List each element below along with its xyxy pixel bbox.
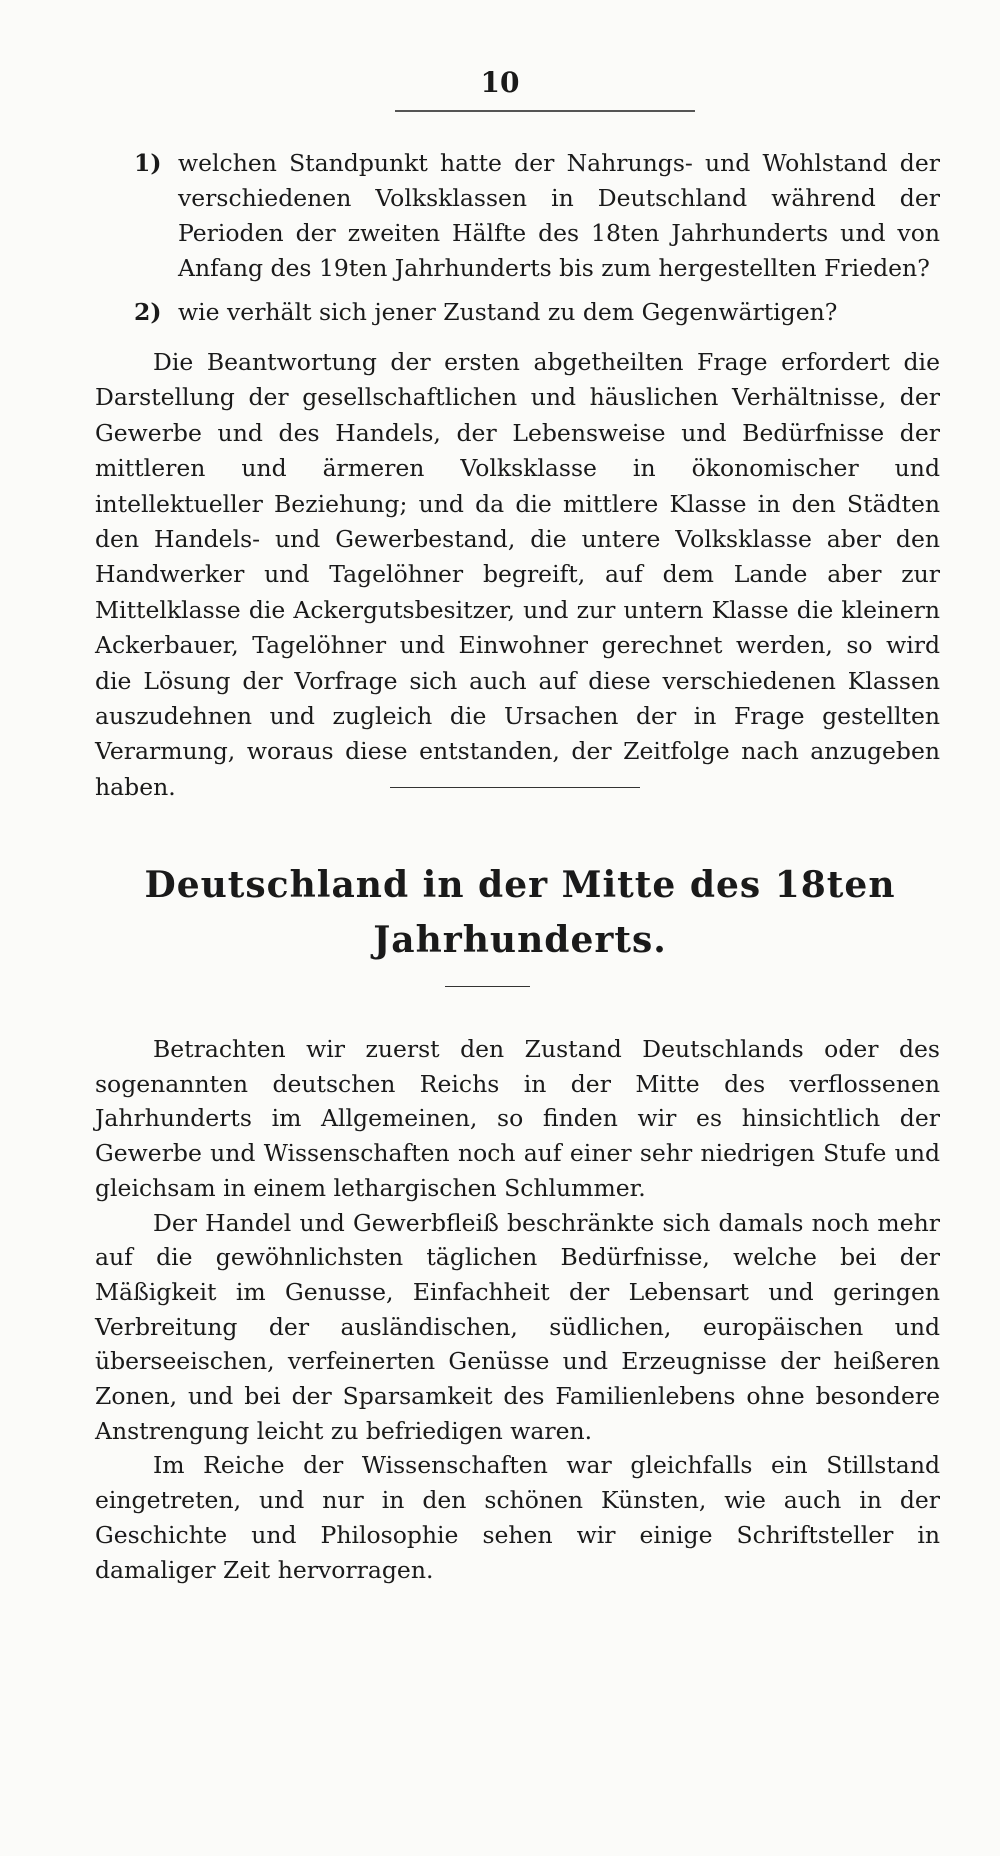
- body-paragraph: Betrachten wir zuerst den Zustand Deutschlands oder des sogenannten deutschen Reichs in der Mitte des verflossenen Jahrhunderts im Allgemeinen, so finden wir es hinsichtlich der Gewerbe und Wissenschaften noch auf einer sehr niedrigen Stufe und gleichsam in einem lethargischen Schlummer.: [95, 1035, 940, 1202]
- section-body: [95, 1032, 940, 1587]
- question-number: 2): [134, 298, 162, 326]
- section-divider: [390, 787, 640, 788]
- question-item: [120, 295, 940, 330]
- body-paragraph: Im Reiche der Wissenschaften war gleichfalls ein Stillstand eingetreten, und nur in den schönen Künsten, wie auch in der Geschichte und Philosophie sehen wir einige Schriftsteller in damaliger Zeit hervorragen.: [95, 1451, 940, 1584]
- question-text: wie verhält sich jener Zustand zu dem Gegenwärtigen?: [178, 298, 838, 326]
- question-item: [120, 146, 940, 286]
- intro-paragraph: Die Beantwortung der ersten abgetheilten Frage erfordert die Darstellung der gesellschaftlichen und häuslichen Verhältnisse, der Gewerbe und des Handels, der Lebensweise und Bedürfnisse der mittleren und ärmeren Volksklasse in ökonomischer und intellektueller Beziehung; und da die mittlere Klasse in den Städten den Handels- und Gewerbestand, die untere Volksklasse aber den Handwerker und Tagelöhner begreift, auf dem Lande aber zur Mittelklasse die Ackergutsbesitzer, und zur untern Klasse die kleinern Ackerbauer, Tagelöhner und Einwohner gerechnet werden, so wird die Lösung der Vorfrage sich auch auf diese verschiedenen Klassen auszudehnen und zugleich die Ursachen der in Frage gestellten Verarmung, woraus diese entstanden, der Zeitfolge nach anzugeben haben.: [95, 348, 940, 801]
- body-paragraph: Der Handel und Gewerbfleiß beschränkte sich damals noch mehr auf die gewöhnlichsten täglichen Bedürfnisse, welche bei der Mäßigkeit im Genusse, Einfachheit der Lebensart und geringen Verbreitung der ausländischen, südlichen, europäischen und überseeischen, verfeinerten Genüsse und Erzeugnisse der heißeren Zonen, und bei der Sparsamkeit des Familienlebens ohne besondere Anstrengung leicht zu befriedigen waren.: [95, 1208, 940, 1445]
- section-title: Deutschland in der Mitte des 18ten Jahrhunderts.: [144, 864, 896, 961]
- title-underline: [445, 986, 530, 987]
- question-number: 1): [134, 149, 162, 177]
- header-rule: [395, 110, 695, 112]
- question-text: welchen Standpunkt hatte der Nahrungs- und Wohlstand der verschiedenen Volksklassen in Deutschland während der Perioden der zweiten Hälfte des 18ten Jahrhunderts und von Anfang des 19ten Jahrhunderts bis zum hergestellten Frieden?: [178, 149, 940, 282]
- page-number: 10: [480, 66, 520, 99]
- question-list: [120, 146, 940, 339]
